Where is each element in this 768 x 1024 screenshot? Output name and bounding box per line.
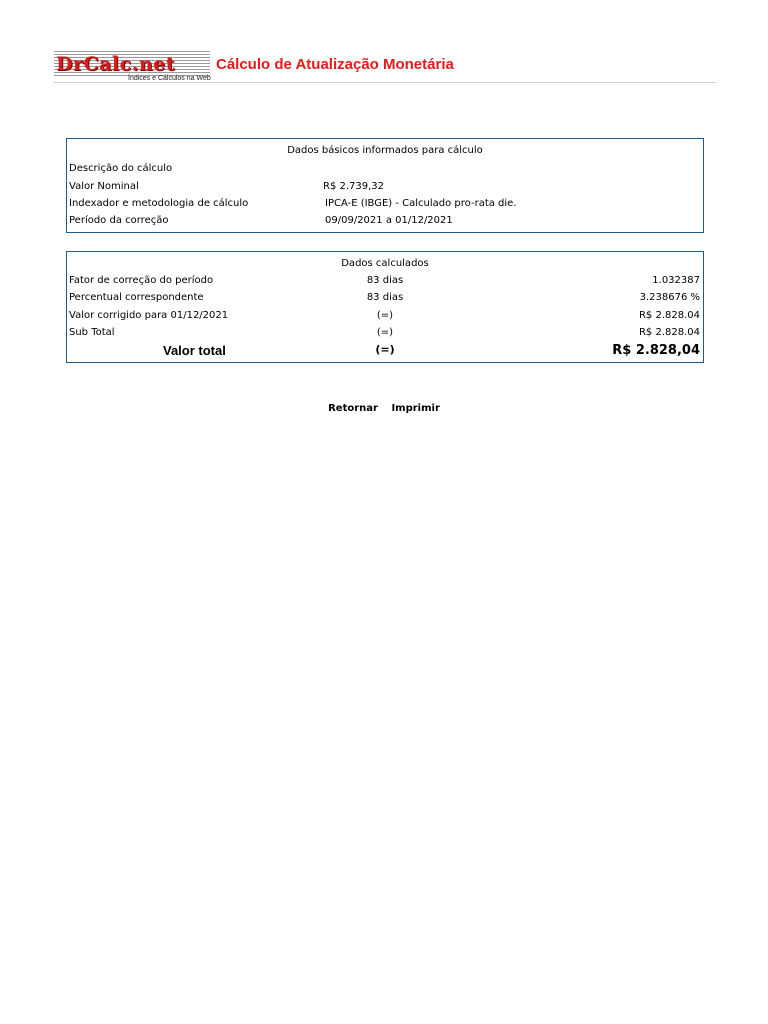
row-label: Fator de correção do período bbox=[69, 275, 214, 286]
row-value: R$ 2.828.04 bbox=[638, 310, 700, 321]
basic-row-nominal-value bbox=[67, 181, 703, 195]
row-value: 1.032387 bbox=[652, 275, 700, 286]
header-divider bbox=[54, 82, 716, 83]
calculated-data-title: Dados calculados bbox=[341, 258, 429, 269]
calc-row-corrected-value bbox=[67, 310, 703, 324]
print-link[interactable]: Imprimir bbox=[391, 403, 440, 414]
row-label: Valor corrigido para 01/12/2021 bbox=[69, 310, 229, 321]
row-days: 83 dias bbox=[366, 275, 404, 286]
row-label: Descrição do cálculo bbox=[69, 163, 173, 174]
row-days: 83 dias bbox=[366, 292, 404, 303]
row-label: Indexador e metodologia de cálculo bbox=[69, 198, 249, 209]
row-value: 09/09/2021 a 01/12/2021 bbox=[325, 215, 453, 226]
calc-row-total bbox=[67, 343, 703, 361]
basic-row-description bbox=[67, 163, 703, 177]
calc-row-percentage bbox=[67, 292, 703, 306]
row-label: Percentual correspondente bbox=[69, 292, 204, 303]
action-links bbox=[0, 403, 768, 414]
row-value: R$ 2.828.04 bbox=[638, 327, 700, 338]
row-equals: (=) bbox=[376, 310, 394, 321]
calc-row-subtotal bbox=[67, 327, 703, 341]
row-label: Valor Nominal bbox=[69, 181, 139, 192]
basic-row-period bbox=[67, 215, 703, 229]
total-value: R$ 2.828,04 bbox=[612, 343, 700, 358]
page-header bbox=[54, 48, 716, 84]
logo-tagline: Índices e Cálculos na Web bbox=[128, 75, 211, 82]
row-value: R$ 2.739,32 bbox=[323, 181, 385, 192]
row-equals: (=) bbox=[376, 327, 394, 338]
total-equals: (=) bbox=[375, 343, 395, 356]
calculated-data-panel bbox=[66, 251, 704, 363]
page-title: Cálculo de Atualização Monetária bbox=[216, 56, 454, 73]
basic-row-indexer bbox=[67, 198, 703, 212]
basic-data-title: Dados básicos informados para cálculo bbox=[287, 145, 483, 156]
calc-row-factor bbox=[67, 275, 703, 289]
return-link[interactable]: Retornar bbox=[328, 403, 378, 414]
row-label: Período da correção bbox=[69, 215, 169, 226]
logo-text: DrCalc.net bbox=[56, 53, 175, 75]
drcalc-logo[interactable] bbox=[54, 48, 214, 84]
row-value: IPCA-E (IBGE) - Calculado pro-rata die. bbox=[325, 198, 517, 209]
row-label: Sub Total bbox=[69, 327, 115, 338]
basic-data-panel bbox=[66, 138, 704, 233]
total-label: Valor total bbox=[163, 343, 226, 358]
row-value: 3.238676 % bbox=[639, 292, 700, 303]
